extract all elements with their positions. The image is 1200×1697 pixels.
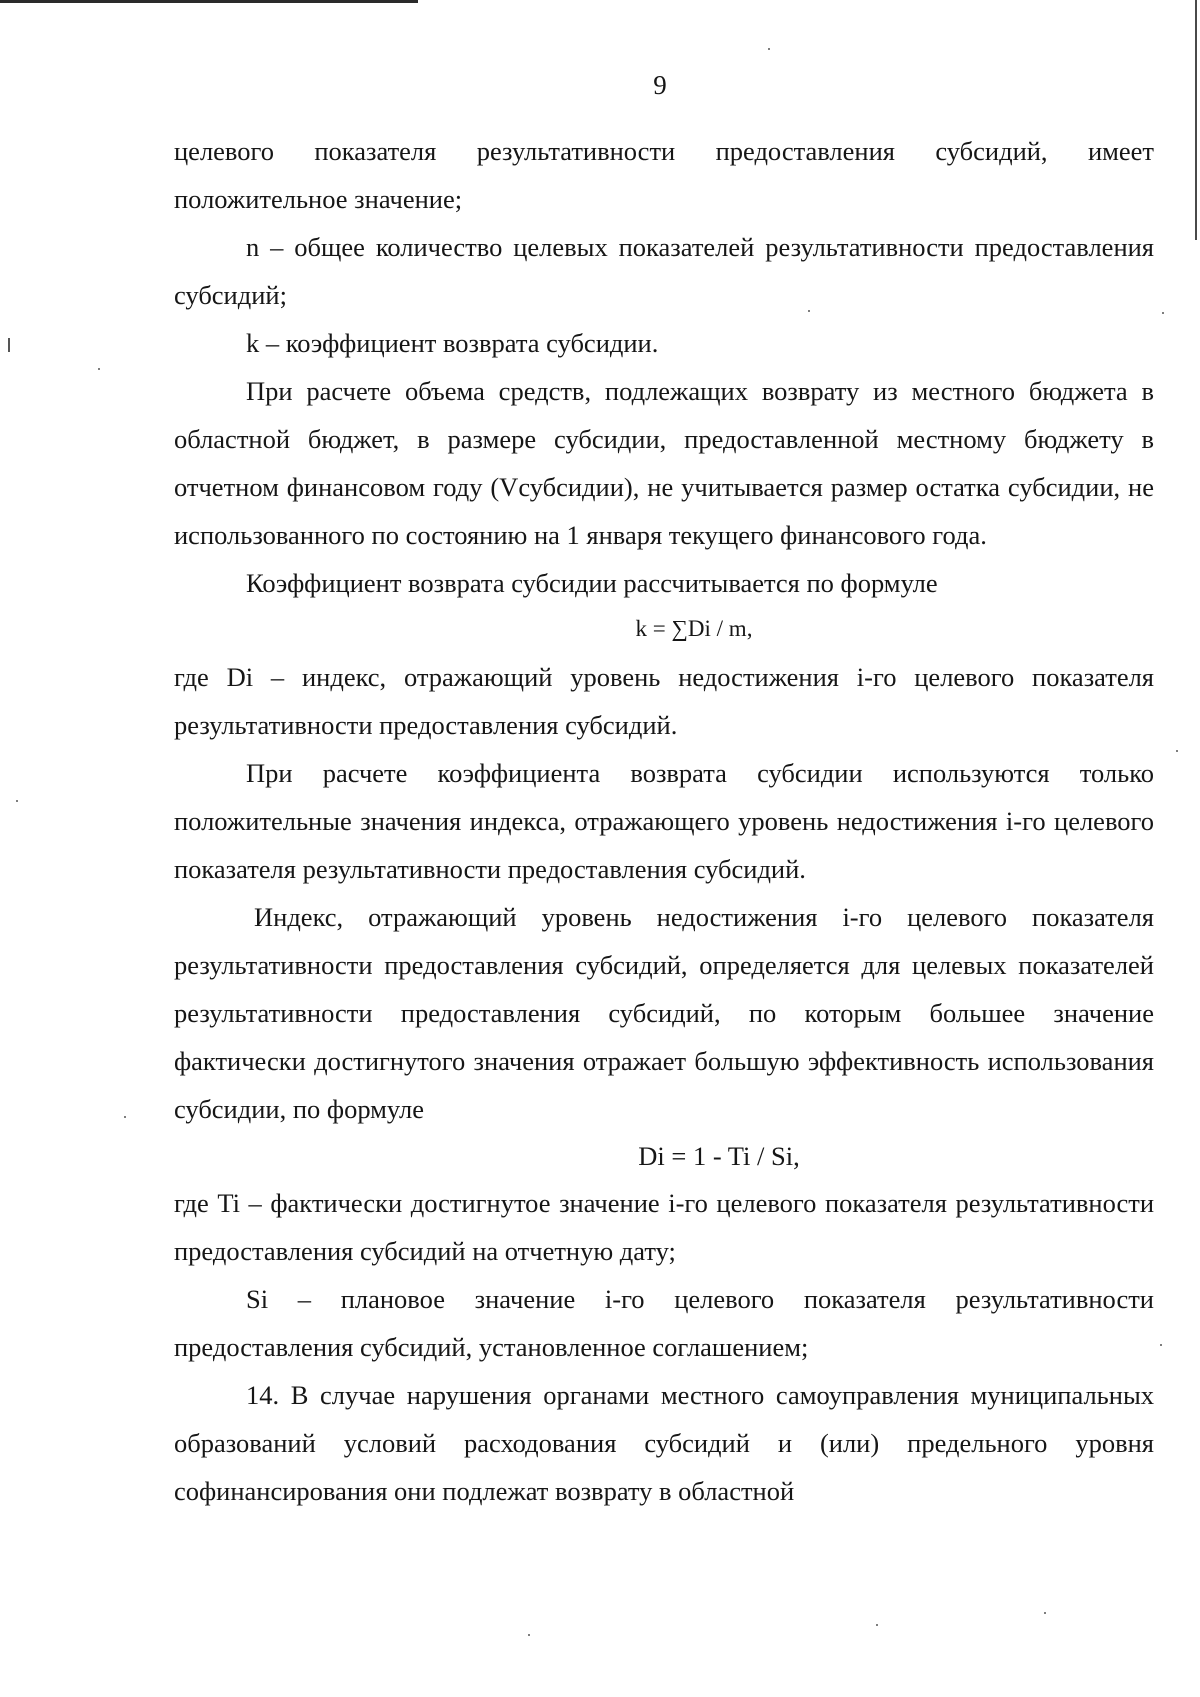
paragraph-ti-definition: где Ti – фактически достигнутое значение i-го целевого показателя результативности предоставления субсидий на отчетную дату; [174, 1188, 1154, 1266]
paragraph-calculation-note: При расчете объема средств, подлежащих возврату из местного бюджета в областной бюджет, в размере субсидии, предоставленной местному бюджету в отчетном финансовом году (Vсубсидии), не учитывается размер остатка субсидии, не использованного по состоянию на 1 января текущего финансового года. [174, 376, 1154, 550]
paragraph-n-definition: n – общее количество целевых показателей результативности предоставления субсидий; [174, 232, 1154, 310]
paragraph-k-definition: k – коэффициент возврата субсидии. [246, 328, 659, 358]
formula-k: k = ∑Di / m, [635, 616, 753, 641]
paragraph-item-14: 14. В случае нарушения органами местного самоуправления муниципальных образований условий расходования субсидий и (или) предельного уровня софинансирования они подлежат возврату в областной [174, 1380, 1154, 1506]
scan-speck [1160, 1344, 1162, 1346]
formula-di: Di = 1 - Ti / Si, [638, 1141, 800, 1171]
paragraph-continuation: целевого показателя результативности предоставления субсидий, имеет положительное значение; [174, 136, 1154, 214]
scan-speck [98, 368, 100, 370]
scan-speck [124, 1116, 126, 1118]
scan-speck [8, 338, 10, 352]
paragraph-index-definition: Индекс, отражающий уровень недостижения i-го целевого показателя результативности предоставления субсидий, определяется для целевых показателей результативности предоставления субсидий, по которым большее значение фактически достигнутого значения отражает большую эффективность использования субсидии, по формуле [174, 902, 1154, 1124]
scan-speck [808, 310, 810, 312]
document-body [174, 127, 1154, 1515]
paragraph-si-definition: Si – плановое значение i-го целевого показателя результативности предоставления субсидий, установленное соглашением; [174, 1284, 1154, 1362]
paragraph-di-definition: где Di – индекс, отражающий уровень недостижения i-го целевого показателя результативности предоставления субсидий. [174, 662, 1154, 740]
scan-speck [16, 800, 18, 802]
scan-speck [528, 1634, 530, 1636]
scan-edge-right [1195, 0, 1197, 240]
scan-edge-top [0, 0, 418, 3]
paragraph-positive-values: При расчете коэффициента возврата субсидии используются только положительные значения индекса, отражающего уровень недостижения i-го целевого показателя результативности предоставления субсидий. [174, 758, 1154, 884]
page-number: 9 [653, 70, 667, 100]
paragraph-formula-intro: Коэффициент возврата субсидии рассчитывается по формуле [246, 568, 938, 598]
scan-speck [1176, 750, 1178, 752]
scan-speck [1044, 1612, 1046, 1614]
scan-speck [1162, 312, 1164, 314]
scan-speck [768, 48, 770, 50]
scan-speck [876, 1624, 878, 1626]
